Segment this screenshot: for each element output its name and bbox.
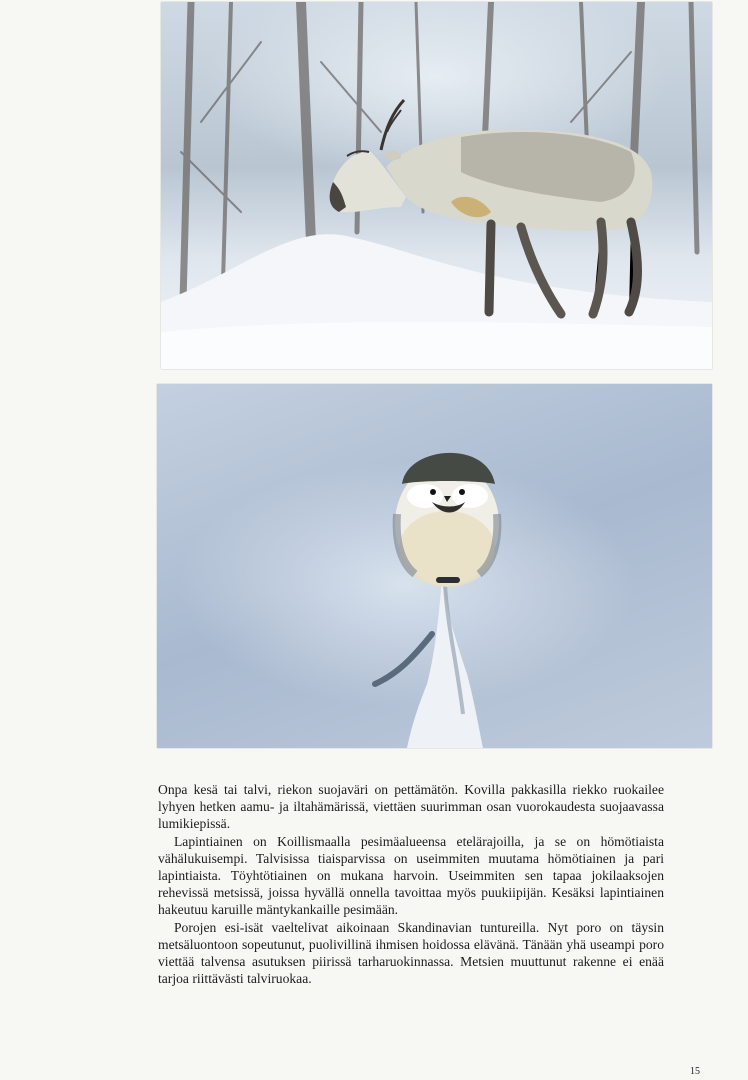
body-text (158, 781, 664, 987)
paragraph-ptarmigan: Onpa kesä tai talvi, riekon suojaväri on pettämätön. Kovilla pakkasilla riekko ruokailee lyhyen hetken aamu- ja iltahämärissä, viettäen suurimman osan vuorokaudesta suojaavassa lumikiepissä. (158, 782, 664, 832)
page-number: 15 (690, 1066, 700, 1077)
reindeer-photo (161, 2, 712, 369)
tit-photo (157, 384, 712, 748)
paragraph-reindeer: Porojen esi-isät vaeltelivat aikoinaan Skandinavian tuntureilla. Nyt poro on täysin metsäluontoon sopeutunut, puolivillinä ihmisen hoidossa elävänä. Tänään yhä useampi poro viettää talvensa asutuksen piirissä tarharuokinnassa. Metsien muuttunut rakenne ei enää tarjoa riittävästi talviruokaa. (158, 919, 664, 987)
paragraph-siberian-tit: Lapintiainen on Koillismaalla pesimäalueensa etelärajoilla, ja se on hömötiaista vähälukuisempi. Talvisissa tiaisparvissa on useimmiten muutama hömötiainen ja pari lapintiaista. Töyhtötiainen on mukana harvoin. Useimmiten sen tapaa jokilaaksojen rehevissä metsissä, joissa hyvällä onnella tavoittaa myös puukiipijän. Kesäksi lapintiainen hakeutuu karuille mäntykankaille pesimään. (158, 833, 664, 918)
reindeer-illustration (161, 2, 712, 369)
tit-illustration (157, 384, 712, 748)
